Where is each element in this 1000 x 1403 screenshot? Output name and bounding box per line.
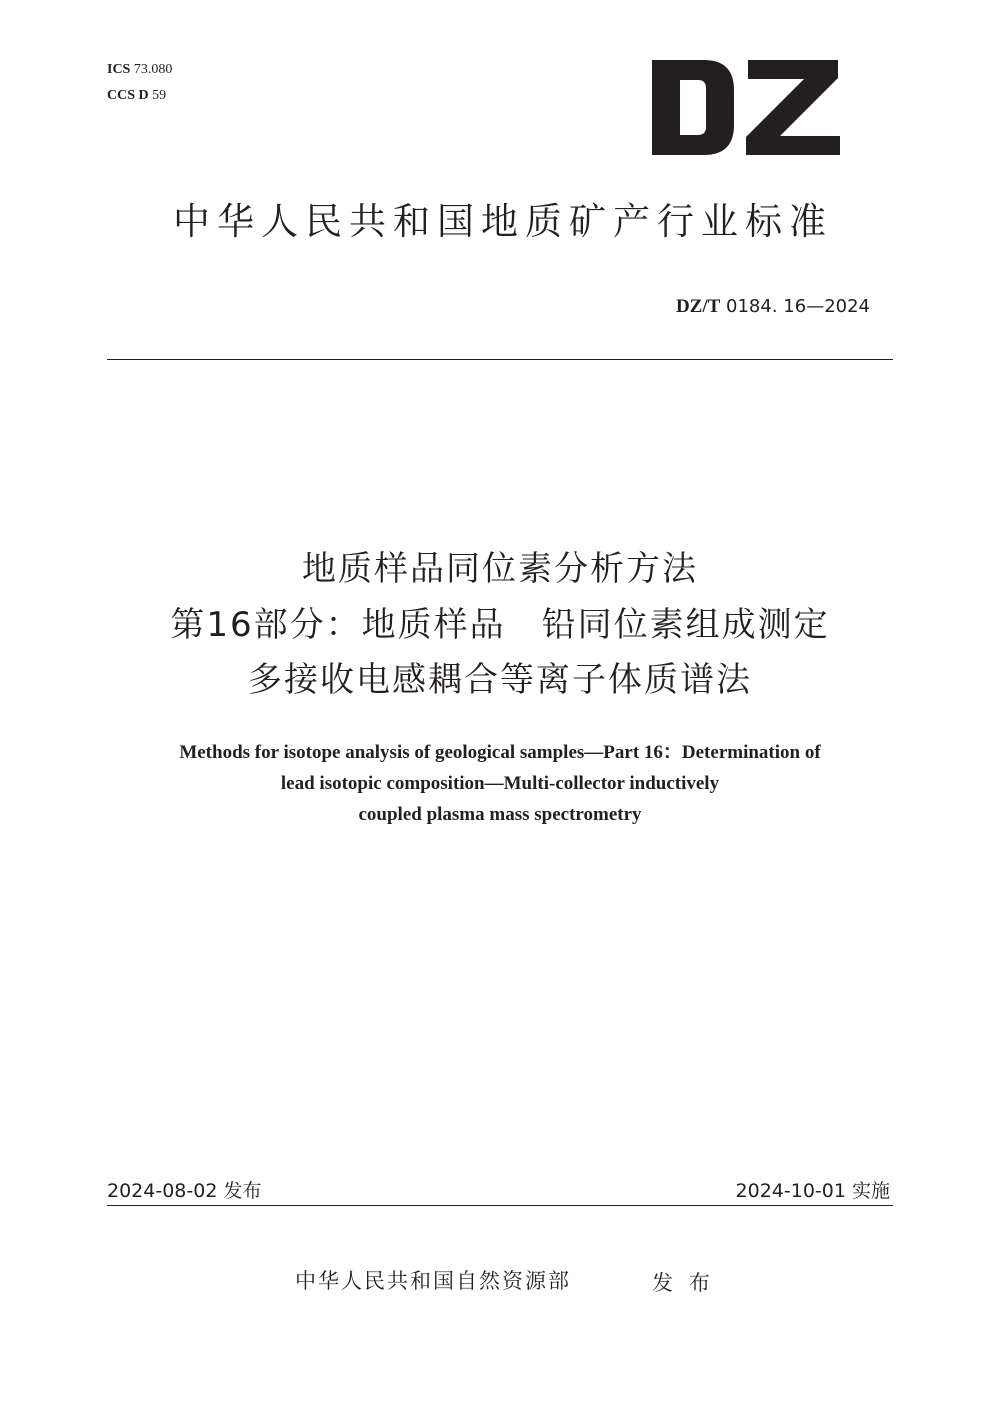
standard-category-title: 中华人民共和国地质矿产行业标准	[173, 200, 833, 243]
title-cn-line2: 第16部分：地质样品 铅同位素组成测定	[170, 605, 830, 645]
implement-date: 2024-10-01 实施	[735, 1180, 890, 1202]
title-cn-line3: 多接收电感耦合等离子体质谱法	[248, 660, 752, 700]
ccs-label: CCS D	[107, 88, 149, 103]
header-divider	[107, 359, 893, 360]
ics-label: ICS	[107, 62, 131, 77]
ccs-code	[107, 88, 166, 104]
title-en-line1: Methods for isotope analysis of geological samples—Part 16：Determination of	[179, 742, 821, 763]
footer-divider	[107, 1205, 893, 1206]
publisher-name: 中华人民共和国自然资源部	[295, 1269, 571, 1293]
standard-code-number: 0184. 16—2024	[726, 296, 870, 317]
title-en-line2: lead isotopic composition—Multi-collector inductively	[280, 773, 720, 794]
standard-code-prefix: DZ/T	[675, 296, 721, 317]
issue-date: 2024-08-02 发布	[107, 1180, 262, 1202]
publish-label: 发布	[652, 1271, 726, 1295]
title-cn-line1: 地质样品同位素分析方法	[302, 549, 698, 589]
dz-logo	[652, 60, 840, 155]
standard-code	[676, 295, 870, 319]
ics-code	[107, 62, 172, 78]
ccs-value: 59	[152, 88, 167, 103]
title-en-line3: coupled plasma mass spectrometry	[358, 804, 642, 825]
ics-value: 73.080	[133, 62, 173, 77]
